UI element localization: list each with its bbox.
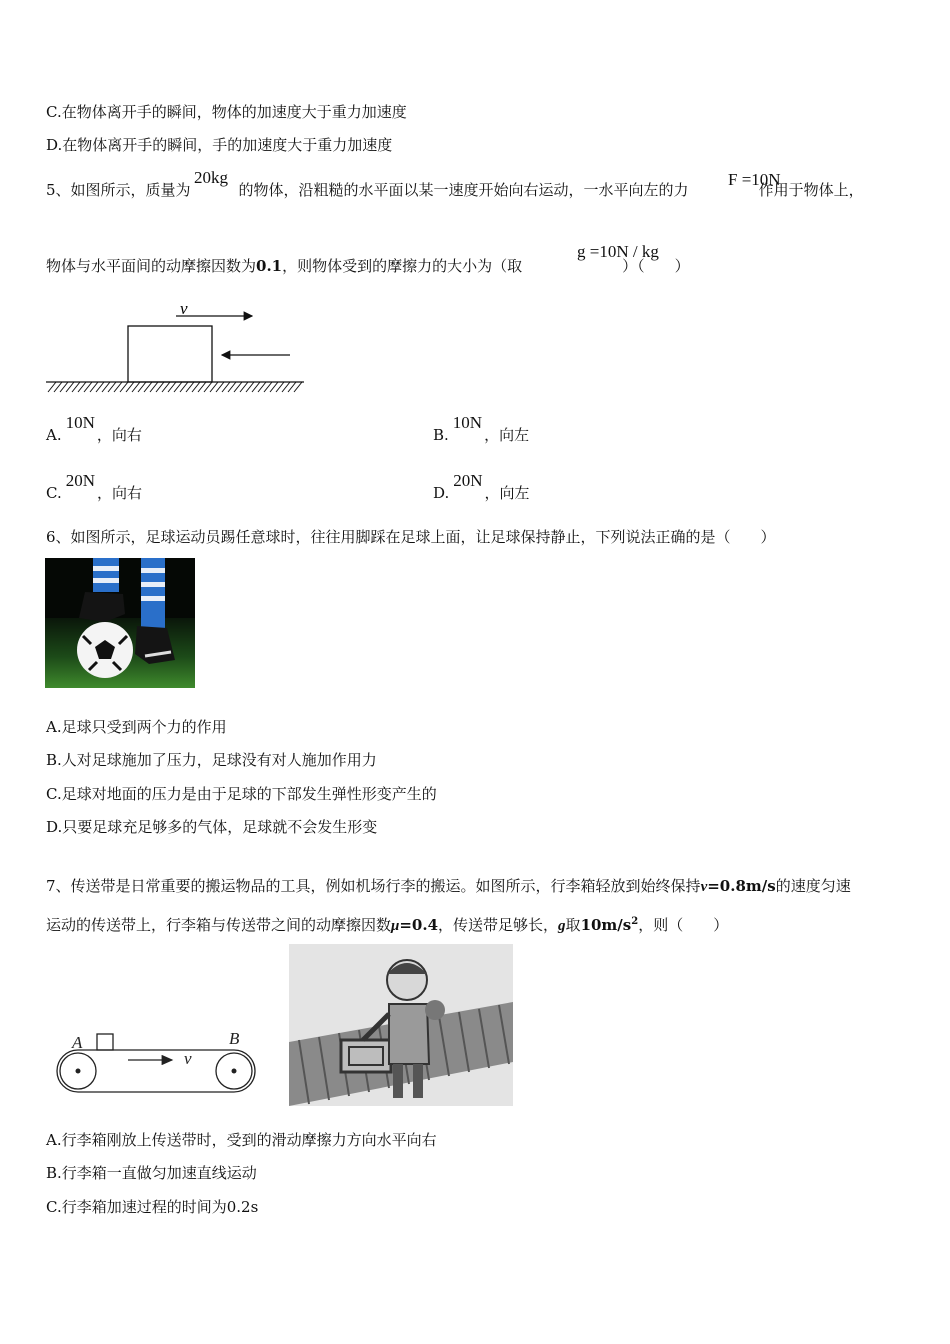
block	[128, 326, 212, 382]
q5-option-b: B.10N，向左	[433, 413, 530, 444]
q5-option-d: D.20N，向左	[433, 471, 530, 502]
q5-stem-line2: 物体与水平面间的动摩擦因数为0.1，则物体受到的摩擦力的大小为（取 ）（ ）	[46, 257, 690, 275]
q6-option-a: A.足球只受到两个力的作用	[46, 718, 227, 736]
q5-mass: 20kg	[194, 168, 228, 187]
q7-option-c: C.行李箱加速过程的时间为0.2s	[46, 1198, 259, 1216]
conveyor-diagram	[54, 1028, 264, 1094]
q7-stem-line1: 7、传送带是日常重要的搬运物品的工具，例如机场行李的搬运。如图所示，行李箱轻放到始终保持v=0.8m/s的速度匀速	[46, 877, 851, 895]
luggage-box	[97, 1034, 113, 1050]
velocity-label: v	[184, 1049, 192, 1068]
q4-option-d: D.在物体离开手的瞬间，手的加速度大于重力加速度	[46, 136, 393, 154]
q7-stem-line2: 运动的传送带上，行李箱与传送带之间的动摩擦因数μ=0.4，传送带足够长，g取$10m/s^2$，则（ ）	[46, 916, 729, 934]
q5-force: F =10N	[728, 170, 781, 189]
point-b-label: B	[229, 1029, 240, 1048]
belt	[57, 1050, 255, 1092]
point-a-label: A	[72, 1033, 83, 1052]
airport-luggage-photo	[289, 944, 513, 1106]
ground-hatching	[48, 382, 302, 392]
q5-block-figure	[44, 294, 314, 398]
q5-stem-line1: 5、如图所示，质量为 的物体，沿粗糙的水平面以某一速度开始向右运动，一水平向左的力 作用于物体上，	[46, 181, 864, 199]
q5-g-value: g =10N / kg	[577, 242, 659, 261]
q6-option-c: C.足球对地面的压力是由于足球的下部发生弹性形变产生的	[46, 785, 437, 803]
soccer-photo	[45, 558, 195, 688]
q6-option-d: D.只要足球充足够多的气体，足球就不会发生形变	[46, 818, 378, 836]
q7-option-b: B.行李箱一直做匀加速直线运动	[46, 1164, 257, 1182]
q4-option-c: C.在物体离开手的瞬间，物体的加速度大于重力加速度	[46, 103, 407, 121]
q5-option-a: A.10N，向右	[46, 413, 142, 444]
q6-option-b: B.人对足球施加了压力，足球没有对人施加作用力	[46, 751, 377, 769]
q6-stem: 6、如图所示，足球运动员踢任意球时，往往用脚踩在足球上面，让足球保持静止，下列说法正确的是（ ）	[46, 528, 776, 546]
velocity-label: v	[180, 299, 188, 318]
q5-option-c: C.20N，向右	[46, 471, 143, 502]
q7-option-a: A.行李箱刚放上传送带时，受到的滑动摩擦力方向水平向右	[46, 1131, 437, 1149]
